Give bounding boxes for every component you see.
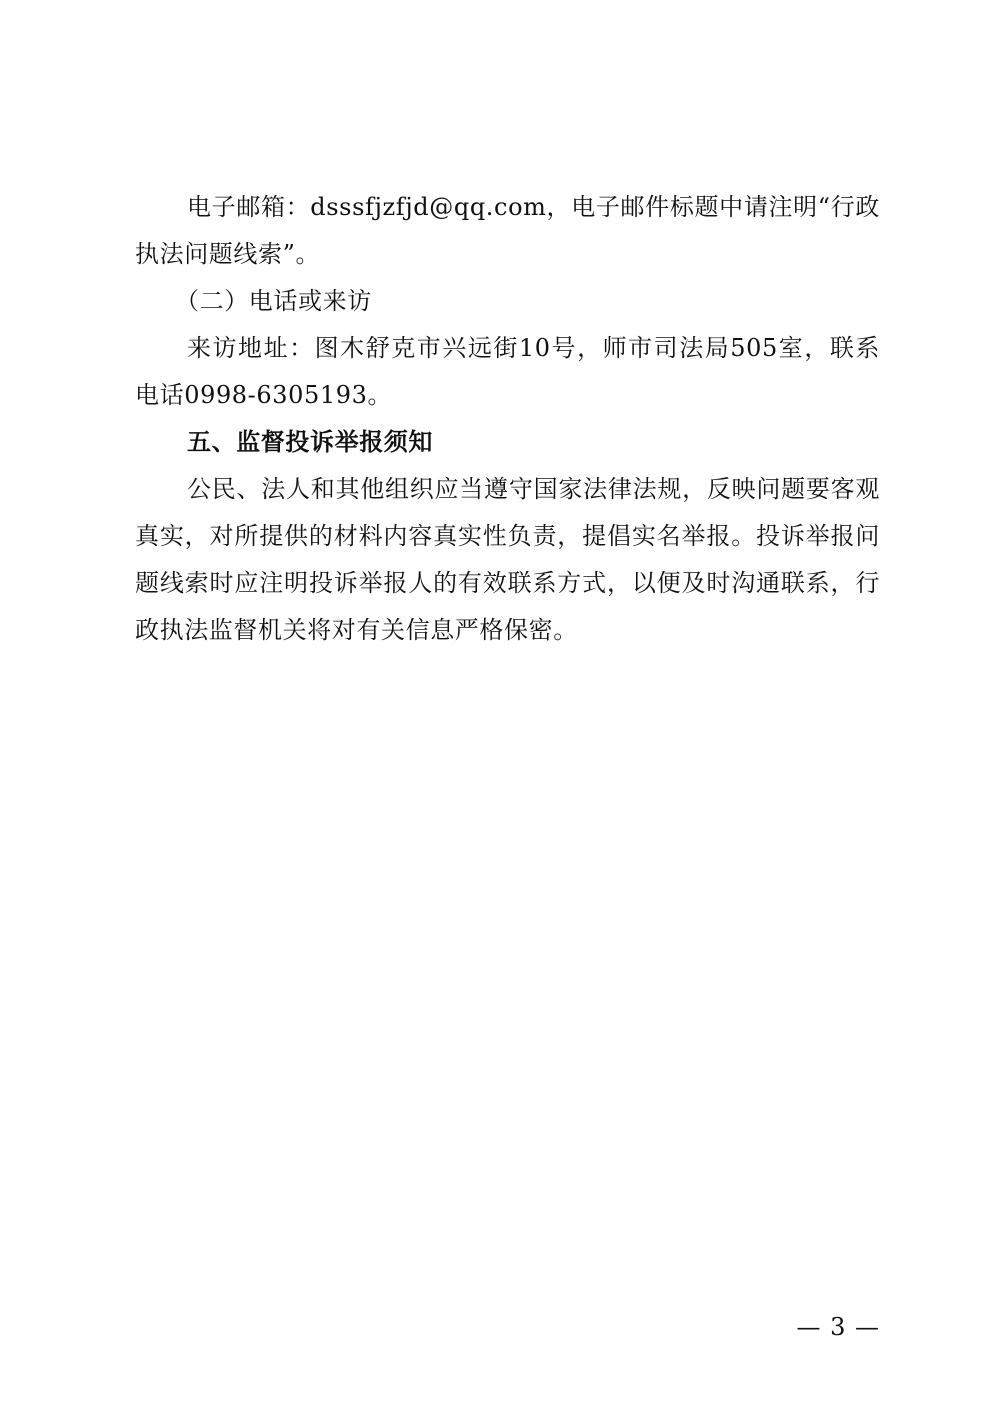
notice-paragraph: 公民、法人和其他组织应当遵守国家法律法规，反映问题要客观真实，对所提供的材料内容真实性负责，提倡实名举报。投诉举报问题线索时应注明投诉举报人的有效联系方式，以便及时沟通联系，行政执法监督机关将对有关信息严格保密。	[135, 475, 880, 644]
page-content	[135, 184, 880, 654]
email-paragraph: 电子邮箱：dsssfjzfjd@qq.com，电子邮件标题中请注明“行政执法问题线索”。	[135, 193, 880, 268]
section-five-heading: 五、监督投诉举报须知	[187, 428, 433, 456]
page-number: — 3 —	[796, 1313, 880, 1341]
phone-visit-subheading: （二）电话或来访	[175, 287, 372, 315]
visit-address-paragraph: 来访地址：图木舒克市兴远街10号，师市司法局505室，联系电话0998-6305193。	[135, 334, 880, 409]
